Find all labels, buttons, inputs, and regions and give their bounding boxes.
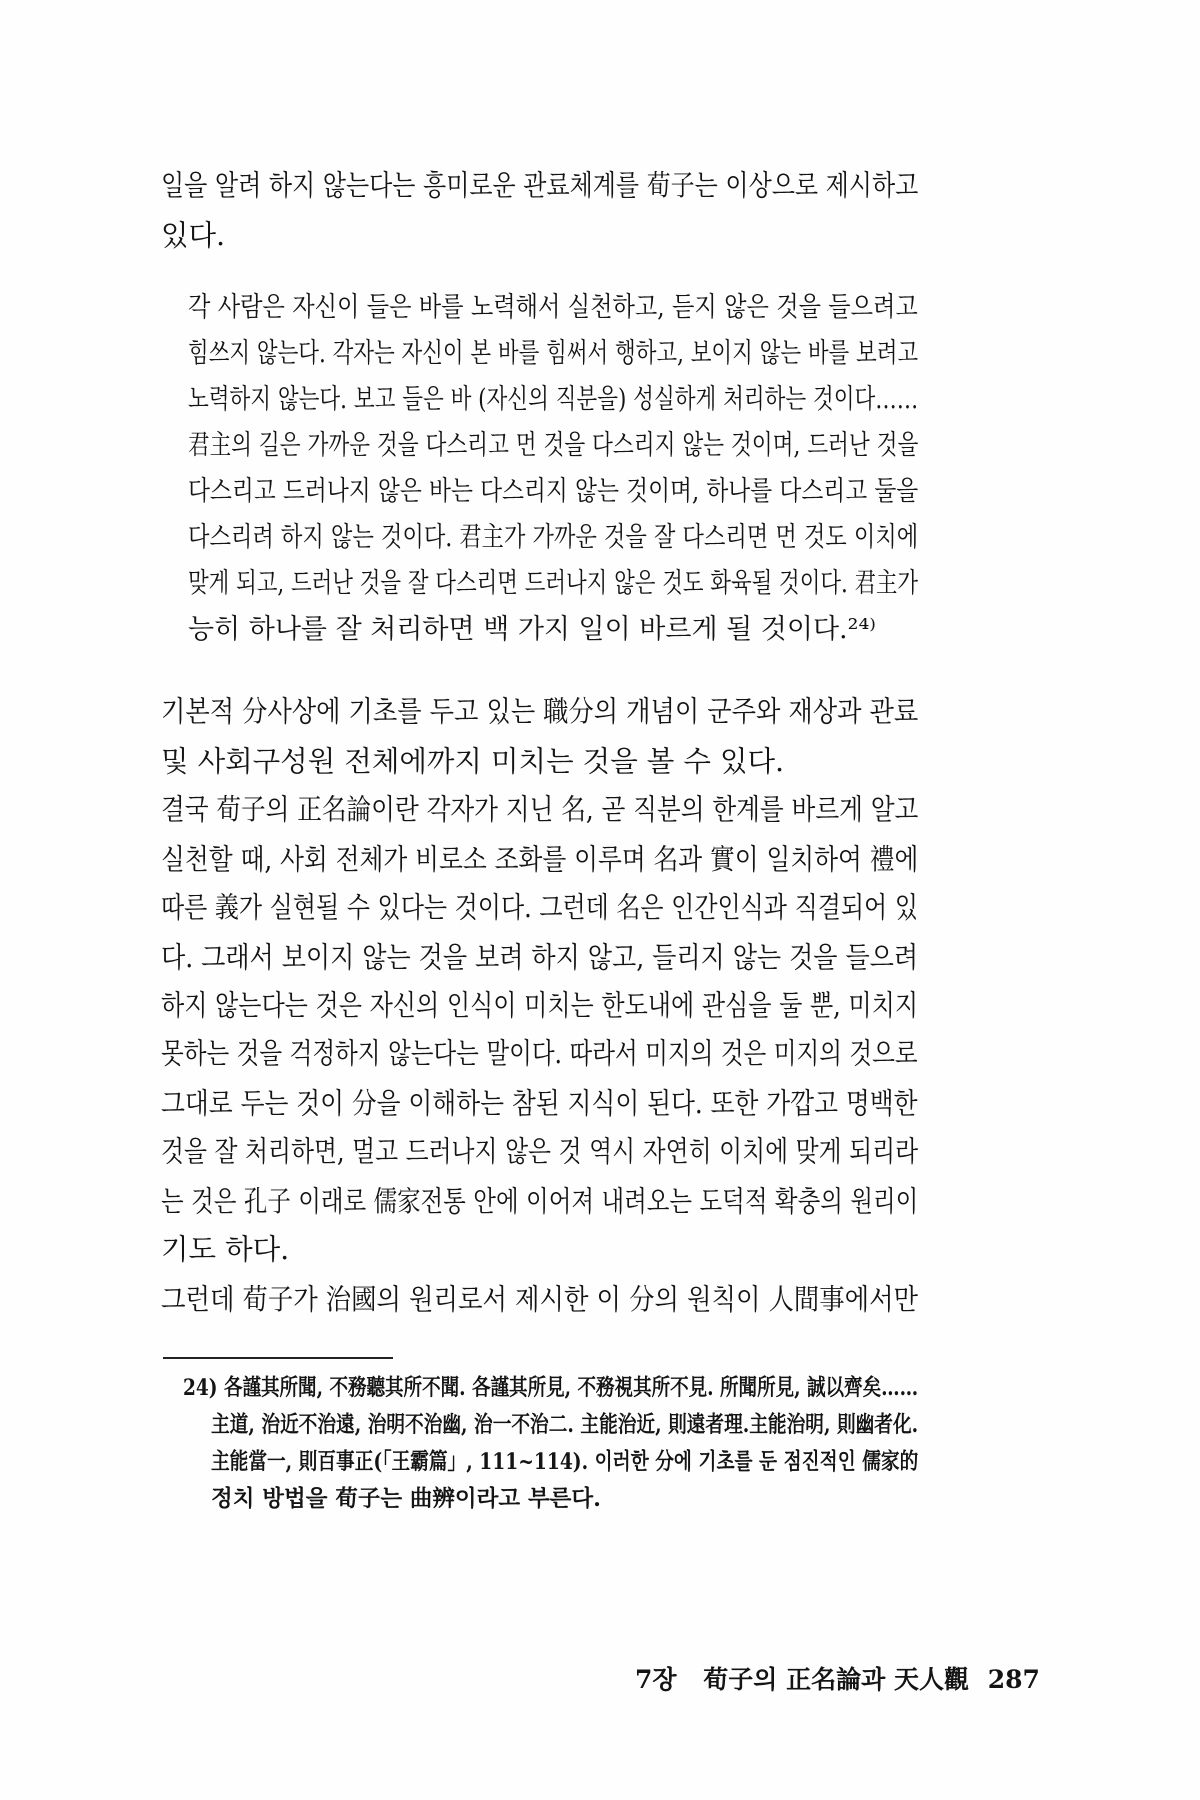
text-line: 따른 義가 실현될 수 있다는 것이다. 그런데 名은 인간인식과 직결되어 있 — [161, 891, 918, 924]
text-line: 기도 하다. — [161, 1233, 290, 1266]
footnote-line: 主能當一, 則百事正(「王霸篇」, 111~114). 이러한 分에 기초를 둔 점진적인 儒家的 — [211, 1449, 919, 1475]
quote-line: 君主의 길은 가까운 것을 다스리고 먼 것을 다스리지 않는 것이며, 드러난 것을 — [188, 430, 919, 461]
quote-line: 능히 하나를 잘 처리하면 백 가지 일이 바르게 될 것이다.²⁴⁾ — [188, 614, 876, 645]
quote-line: 힘쓰지 않는다. 각자는 자신이 본 바를 힘써서 행하고, 보이지 않는 바를 보려고 — [188, 338, 919, 369]
text-line: 기본적 分사상에 기초를 두고 있는 職分의 개념이 군주와 재상과 관료 — [161, 695, 919, 728]
text-line: 못하는 것을 걱정하지 않는다는 말이다. 따라서 미지의 것은 미지의 것으로 — [161, 1037, 918, 1070]
chapter-label: 7장 — [635, 1665, 677, 1694]
text-line: 일을 알려 하지 않는다는 흥미로운 관료체계를 荀子는 이상으로 제시하고 — [161, 169, 919, 202]
quote-line: 맞게 되고, 드러난 것을 잘 다스리면 드러나지 않은 것도 화육될 것이다. 君主가 — [188, 568, 919, 599]
quote-line: 노력하지 않는다. 보고 들은 바 (자신의 직분을) 성실하게 처리하는 것이다…… — [188, 384, 919, 415]
quote-line: 다스리고 드러나지 않은 바는 다스리지 않는 것이며, 하나를 다스리고 둘을 — [188, 476, 919, 507]
text-line: 그런데 荀子가 治國의 원리로서 제시한 이 分의 원칙이 人間事에서만 — [161, 1283, 919, 1316]
text-line: 다. 그래서 보이지 않는 것을 보려 하지 않고, 들리지 않는 것을 들으려 — [161, 941, 919, 974]
text-line: 하지 않는다는 것은 자신의 인식이 미치는 한도내에 관심을 둘 뿐, 미치지 — [161, 989, 919, 1022]
text-line: 는 것은 孔子 이래로 儒家전통 안에 이어져 내려오는 도덕적 확충의 원리이 — [161, 1185, 919, 1218]
quote-line: 각 사람은 자신이 들은 바를 노력해서 실천하고, 듣지 않은 것을 들으려고 — [188, 292, 918, 323]
footnote-line: 主道, 治近不治遠, 治明不治幽, 治一不治二. 主能治近, 則遠者理.主能治明, 則幽者化. — [211, 1412, 919, 1438]
footnote-line: 정치 방법을 荀子는 曲辨이라고 부른다. — [211, 1486, 601, 1512]
text-line: 및 사회구성원 전체에까지 미치는 것을 볼 수 있다. — [161, 745, 785, 778]
quote-line: 다스리려 하지 않는 것이다. 君主가 가까운 것을 잘 다스리면 먼 것도 이치에 — [188, 522, 919, 553]
text-line: 결국 荀子의 正名論이란 각자가 지닌 名, 곧 직분의 한계를 바르게 알고 — [161, 793, 919, 826]
footnote-line: 24) 各謹其所聞, 不務聽其所不聞. 各謹其所見, 不務視其所不見. 所聞所見, 誠以齊矣…… — [183, 1375, 919, 1401]
chapter-title: 荀子의 正名論과 天人觀 — [703, 1665, 969, 1694]
page-number: 287 — [987, 1665, 1040, 1694]
text-line: 있다. — [161, 219, 226, 252]
text-line: 것을 잘 처리하면, 멀고 드러나지 않은 것 역시 자연히 이치에 맞게 되리라 — [161, 1135, 919, 1168]
text-line: 실천할 때, 사회 전체가 비로소 조화를 이루며 名과 實이 일치하여 禮에 — [161, 843, 919, 876]
text-line: 그대로 두는 것이 分을 이해하는 참된 지식이 된다. 또한 가깝고 명백한 — [161, 1087, 918, 1120]
running-footer — [635, 1660, 1040, 1696]
footnote-divider — [163, 1357, 393, 1359]
